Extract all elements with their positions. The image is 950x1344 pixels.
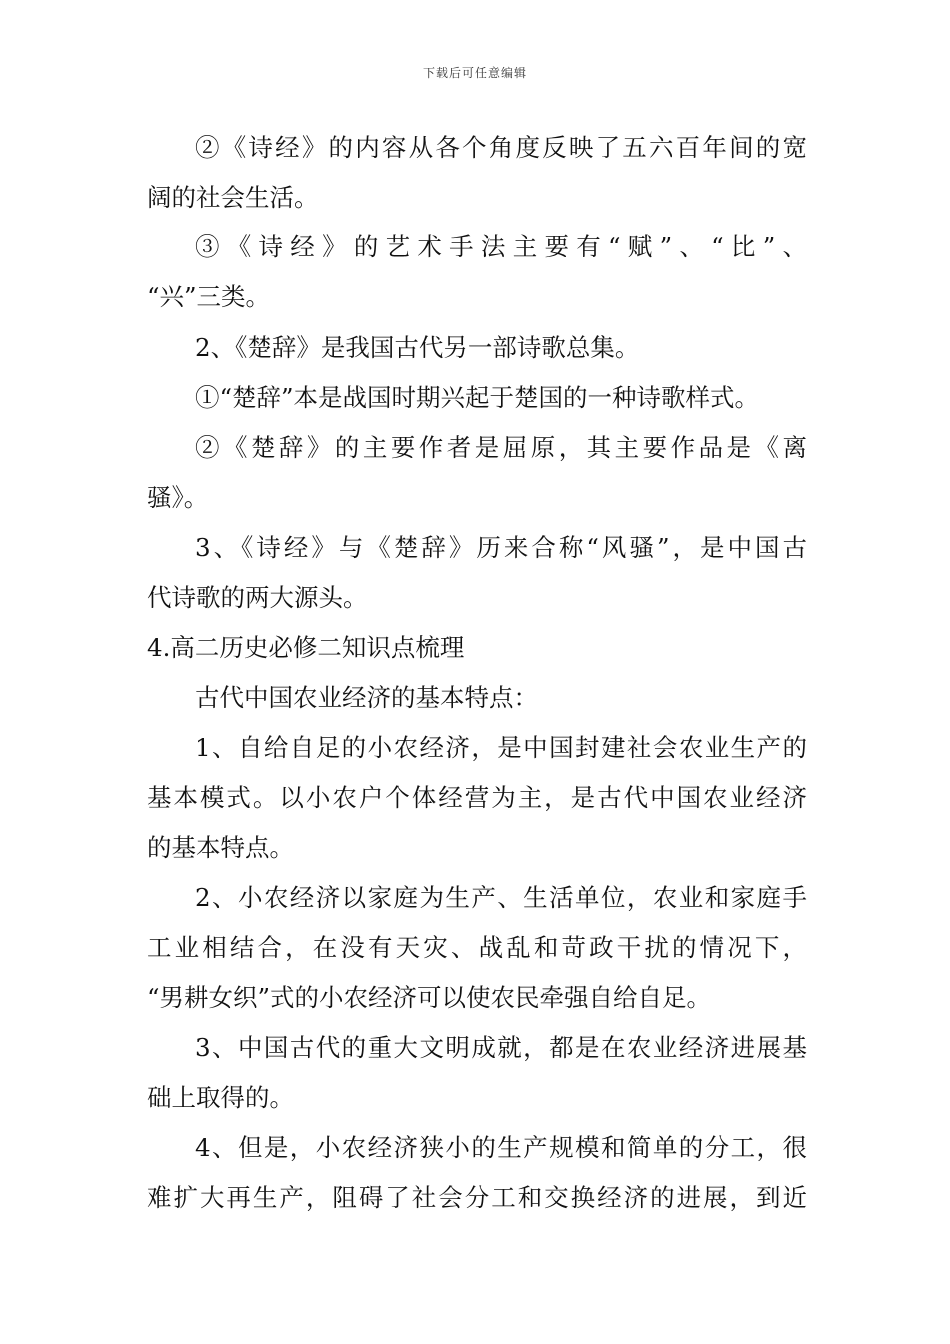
- paragraph-line: ③《诗经》的艺术手法主要有“赋”、“比”、: [195, 232, 807, 261]
- paragraph-line: 骚》。: [147, 483, 209, 512]
- paragraph-line: 3、《诗经》与《楚辞》历来合称“风骚”，是中国古: [195, 533, 807, 562]
- paragraph-line: “兴”三类。: [147, 282, 271, 311]
- paragraph-line: 4、但是，小农经济狭小的生产规模和简单的分工，很: [195, 1133, 807, 1162]
- paragraph-line: 2、《楚辞》是我国古代另一部诗歌总集。: [195, 333, 640, 362]
- paragraph-line: 阔的社会生活。: [147, 183, 319, 212]
- paragraph-line: 工业相结合，在没有天灾、战乱和苛政干扰的情况下，: [147, 933, 807, 962]
- paragraph-line: 3、中国古代的重大文明成就，都是在农业经济进展基: [195, 1033, 807, 1062]
- paragraph-line: 基本模式。以小农户个体经营为主，是古代中国农业经济: [147, 783, 807, 812]
- paragraph-line: 2、小农经济以家庭为生产、生活单位，农业和家庭手: [195, 883, 807, 912]
- paragraph-line: ②《楚辞》的主要作者是屈原，其主要作品是《离: [195, 433, 807, 462]
- paragraph-line: ①“楚辞”本是战国时期兴起于楚国的一种诗歌样式。: [195, 383, 760, 412]
- section-heading: 4.高二历史必修二知识点梳理: [147, 633, 465, 662]
- page-header: 下载后可任意编辑: [422, 66, 527, 80]
- paragraph-line: 古代中国农业经济的基本特点：: [195, 683, 538, 712]
- paragraph-line: 代诗歌的两大源头。: [147, 583, 368, 612]
- paragraph-line: 础上取得的。: [147, 1083, 294, 1112]
- paragraph-line: 难扩大再生产，阻碍了社会分工和交换经济的进展，到近: [147, 1183, 807, 1212]
- paragraph-line: 的基本特点。: [147, 833, 294, 862]
- paragraph-line: 1、自给自足的小农经济，是中国封建社会农业生产的: [195, 733, 807, 762]
- paragraph-line: “男耕女织”式的小农经济可以使农民牵强自给自足。: [147, 983, 712, 1012]
- paragraph-line: ②《诗经》的内容从各个角度反映了五六百年间的宽: [195, 133, 807, 162]
